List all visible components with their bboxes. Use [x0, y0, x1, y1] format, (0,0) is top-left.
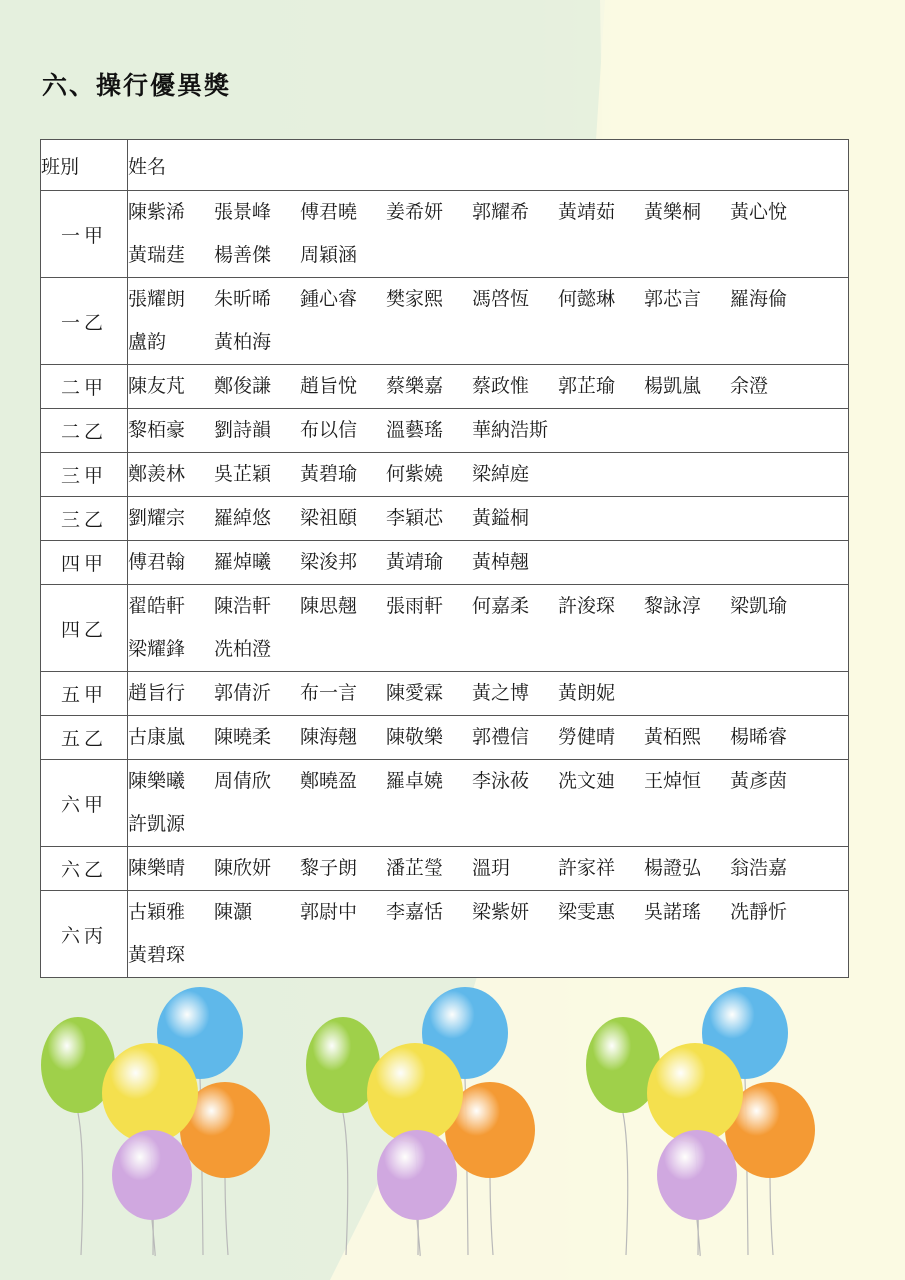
student-name: 許凱源	[128, 813, 186, 835]
student-name: 布一言	[300, 682, 358, 704]
table-row	[41, 760, 849, 847]
student-name: 布以信	[300, 419, 358, 441]
student-name: 冼靜忻	[730, 901, 788, 923]
student-name: 華納浩斯	[472, 419, 549, 441]
student-name: 郭耀希	[472, 201, 530, 223]
table-row	[41, 453, 849, 497]
student-name: 黃瑞莛	[128, 244, 186, 266]
balloon-cluster	[41, 987, 270, 1256]
student-name: 傅君翰	[128, 551, 186, 573]
student-name: 陳思翹	[300, 595, 358, 617]
balloon-string	[225, 1178, 228, 1255]
table-row	[41, 365, 849, 409]
student-name: 趙旨悅	[300, 375, 358, 397]
student-name: 張雨軒	[386, 595, 444, 617]
class-column-header: 班別	[41, 140, 128, 191]
names-cell	[128, 365, 849, 409]
names-cell	[128, 672, 849, 716]
class-cell: 四乙	[41, 585, 128, 672]
student-name: 冼文廸	[558, 770, 616, 792]
names-cell	[128, 891, 849, 978]
names-cell	[128, 278, 849, 365]
student-name: 黃柏海	[214, 331, 272, 353]
balloon	[647, 1043, 743, 1143]
student-name: 李穎芯	[386, 507, 444, 529]
table-row	[41, 585, 849, 672]
student-name: 周穎涵	[300, 244, 358, 266]
student-name: 梁祖頤	[300, 507, 358, 529]
student-name: 溫藝瑤	[386, 419, 444, 441]
table-row	[41, 278, 849, 365]
names-cell	[128, 585, 849, 672]
class-cell: 三乙	[41, 497, 128, 541]
student-name: 黃朗妮	[558, 682, 616, 704]
table-row	[41, 891, 849, 978]
student-name: 黎子朗	[300, 857, 358, 879]
names-cell	[128, 847, 849, 891]
class-cell: 一甲	[41, 191, 128, 278]
student-name: 郭尉中	[300, 901, 358, 923]
student-name: 馮啓恆	[472, 288, 530, 310]
student-name: 梁雯惠	[558, 901, 616, 923]
table-row	[41, 716, 849, 760]
student-name: 梁紫妍	[472, 901, 530, 923]
student-name: 余澄	[730, 375, 769, 397]
student-name: 黃碧瑜	[300, 463, 358, 485]
student-name: 劉詩韻	[214, 419, 272, 441]
student-name: 楊證弘	[644, 857, 702, 879]
student-name: 周倩欣	[214, 770, 272, 792]
student-name: 古穎雅	[128, 901, 186, 923]
student-name: 李嘉恬	[386, 901, 444, 923]
names-cell	[128, 541, 849, 585]
student-name: 吳諾瑤	[644, 901, 702, 923]
student-name: 黃碧琛	[128, 944, 186, 966]
student-name: 翁浩嘉	[730, 857, 788, 879]
class-cell: 六甲	[41, 760, 128, 847]
class-cell: 五乙	[41, 716, 128, 760]
student-name: 陳欣妍	[214, 857, 272, 879]
class-cell: 六乙	[41, 847, 128, 891]
student-name: 陳愛霖	[386, 682, 444, 704]
student-name: 鄭羨林	[128, 463, 186, 485]
section-heading: 六、操行優異獎	[42, 71, 232, 100]
names-cell	[128, 453, 849, 497]
student-name: 楊善傑	[214, 244, 272, 266]
student-name: 張景峰	[214, 201, 272, 223]
class-cell: 一乙	[41, 278, 128, 365]
student-name: 王焯恒	[644, 770, 702, 792]
student-name: 郭芯言	[644, 288, 702, 310]
student-name: 趙旨行	[128, 682, 186, 704]
student-name: 羅焯曦	[214, 551, 272, 573]
class-cell: 二甲	[41, 365, 128, 409]
student-name: 盧韵	[128, 331, 167, 353]
class-cell: 五甲	[41, 672, 128, 716]
student-name: 古康嵐	[128, 726, 186, 748]
student-name: 黃樂桐	[644, 201, 702, 223]
table-row	[41, 672, 849, 716]
student-name: 冼柏澄	[214, 638, 272, 660]
student-name: 勞健晴	[558, 726, 616, 748]
student-name: 黃栢熙	[644, 726, 702, 748]
student-name: 許家祥	[558, 857, 616, 879]
balloon-string	[343, 1113, 348, 1255]
student-name: 陳樂曦	[128, 770, 186, 792]
student-name: 羅海倫	[730, 288, 788, 310]
names-cell	[128, 716, 849, 760]
names-cell	[128, 191, 849, 278]
student-name: 梁耀鋒	[128, 638, 186, 660]
student-name: 黃鎰桐	[472, 507, 530, 529]
student-name: 黃之博	[472, 682, 530, 704]
conduct-award-table	[40, 139, 849, 978]
balloon-cluster	[586, 987, 815, 1256]
student-name: 郭禮信	[472, 726, 530, 748]
student-name: 黃彥茵	[730, 770, 788, 792]
student-name: 羅卓嬈	[386, 770, 444, 792]
table-row	[41, 191, 849, 278]
student-name: 何紫嬈	[386, 463, 444, 485]
names-column-header: 姓名	[128, 140, 849, 191]
table-row	[41, 497, 849, 541]
student-name: 羅綽悠	[214, 507, 272, 529]
student-name: 黃棹翹	[472, 551, 530, 573]
balloon	[657, 1130, 737, 1220]
student-name: 張耀朗	[128, 288, 186, 310]
table-row	[41, 541, 849, 585]
names-cell	[128, 760, 849, 847]
student-name: 樊家熙	[386, 288, 444, 310]
table-body	[41, 191, 849, 978]
student-name: 梁綽庭	[472, 463, 530, 485]
table-header-row	[41, 140, 849, 191]
student-name: 朱昕晞	[214, 288, 272, 310]
student-name: 黃靖茹	[558, 201, 616, 223]
student-name: 黎詠淳	[644, 595, 702, 617]
student-name: 翟皓軒	[128, 595, 186, 617]
student-name: 黃靖瑜	[386, 551, 444, 573]
student-name: 黎栢豪	[128, 419, 186, 441]
student-name: 傅君曉	[300, 201, 358, 223]
balloon-string	[78, 1113, 83, 1255]
student-name: 李泳莜	[472, 770, 530, 792]
class-cell: 四甲	[41, 541, 128, 585]
class-cell: 六丙	[41, 891, 128, 978]
student-name: 姜希妍	[386, 201, 444, 223]
balloon	[112, 1130, 192, 1220]
student-name: 陳浩軒	[214, 595, 272, 617]
student-name: 蔡樂嘉	[386, 375, 444, 397]
student-name: 陳曉柔	[214, 726, 272, 748]
student-name: 陳樂晴	[128, 857, 186, 879]
balloon-string	[490, 1178, 493, 1255]
student-name: 溫玥	[472, 857, 511, 879]
names-cell	[128, 497, 849, 541]
student-name: 楊凱嵐	[644, 375, 702, 397]
student-name: 陳灝	[214, 901, 253, 923]
student-name: 鄭曉盈	[300, 770, 358, 792]
balloon-decoration	[30, 985, 830, 1270]
balloon-string	[623, 1113, 628, 1255]
student-name: 楊晞睿	[730, 726, 788, 748]
student-name: 郭芷瑜	[558, 375, 616, 397]
class-cell: 二乙	[41, 409, 128, 453]
student-name: 黃心悅	[730, 201, 788, 223]
student-name: 何懿琳	[558, 288, 616, 310]
names-cell	[128, 409, 849, 453]
student-name: 劉耀宗	[128, 507, 186, 529]
balloon-cluster	[306, 987, 535, 1256]
student-name: 陳友芃	[128, 375, 186, 397]
student-name: 許浚琛	[558, 595, 616, 617]
balloon-string	[770, 1178, 773, 1255]
table-row	[41, 409, 849, 453]
student-name: 何嘉柔	[472, 595, 530, 617]
student-name: 陳敬樂	[386, 726, 444, 748]
student-name: 蔡政惟	[472, 375, 530, 397]
table-row	[41, 847, 849, 891]
student-name: 潘芷瑩	[386, 857, 444, 879]
balloon	[102, 1043, 198, 1143]
student-name: 梁凱瑜	[730, 595, 788, 617]
student-name: 梁浚邦	[300, 551, 358, 573]
student-name: 吳芷穎	[214, 463, 272, 485]
class-cell: 三甲	[41, 453, 128, 497]
student-name: 郭倩沂	[214, 682, 272, 704]
student-name: 鍾心睿	[300, 288, 358, 310]
balloon	[367, 1043, 463, 1143]
balloon	[377, 1130, 457, 1220]
student-name: 陳紫浠	[128, 201, 186, 223]
student-name: 鄭俊謙	[214, 375, 272, 397]
student-name: 陳海翹	[300, 726, 358, 748]
